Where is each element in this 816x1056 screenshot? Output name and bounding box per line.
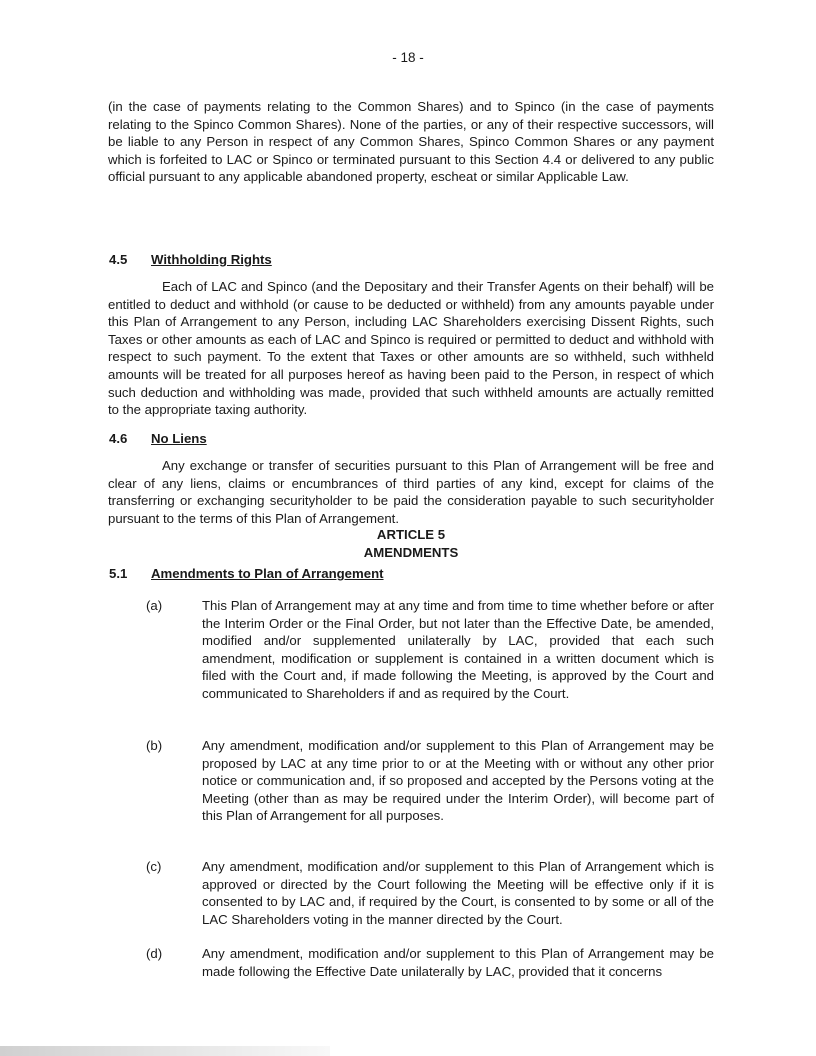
page-number: - 18 - <box>392 50 424 65</box>
section-title: Withholding Rights <box>151 252 272 267</box>
list-item-label: (a) <box>146 598 163 613</box>
section-title: Amendments to Plan of Arrangement <box>151 566 384 581</box>
list-item <box>146 945 714 980</box>
article-label: ARTICLE 5 <box>376 527 446 542</box>
list-item-text: Any amendment, modification and/or supplement to this Plan of Arrangement may be made following the Effective Date unilaterally by LAC, provided that it concerns <box>202 946 714 979</box>
list-item-text: Any amendment, modification and/or supplement to this Plan of Arrangement may be proposed by LAC at any time prior to or at the Meeting with or without any other prior notice or communication and, if so proposed and accepted by the Persons voting at the Meeting (other than as may be required under the Interim Order), will become part of this Plan of Arrangement for all purposes. <box>202 738 714 824</box>
list-item <box>146 597 714 703</box>
scan-edge-shadow <box>0 1046 330 1056</box>
list-item <box>146 858 714 928</box>
article-heading <box>108 526 714 561</box>
section-number: 4.5 <box>109 252 128 267</box>
list-item <box>146 737 714 825</box>
list-item-text: This Plan of Arrangement may at any time and from time to time whether before or after the Interim Order or the Final Order, but not later than the Effective Date, be amended, modified and/or supplemented unilaterally by LAC, provided that each such amendment, modification or supplement is contained in a written document which is filed with the Court and, if made following the Meeting, is approved by the Court and communicated to Shareholders if and as required by the Court. <box>202 598 714 701</box>
section-4-5-heading <box>109 252 272 267</box>
section-4-6-paragraph: Any exchange or transfer of securities pursuant to this Plan of Arrangement will be free and clear of any liens, claims or encumbrances of third parties of any kind, except for claims of the transferring or exchanging securityholder to be paid the consideration payable to such securityholder pursuant to the terms of this Plan of Arrangement. <box>108 458 714 526</box>
article-title: AMENDMENTS <box>363 544 459 560</box>
list-item-text: Any amendment, modification and/or supplement to this Plan of Arrangement which is approved or directed by the Court following the Meeting will be effective only if it is consented to by LAC and, if required by the Court, is consented to by some or all of the LAC Shareholders voting in the manner directed by the Court. <box>202 859 714 927</box>
list-item-label: (b) <box>146 738 163 753</box>
section-4-5-paragraph: Each of LAC and Spinco (and the Depositary and their Transfer Agents on their behalf) will be entitled to deduct and withhold (or cause to be deducted or withheld) from any amounts payable under this Plan of Arrangement to any Person, including LAC Shareholders exercising Dissent Rights, such Taxes or other amounts as each of LAC and Spinco is required or permitted to deduct and withhold with respect to such payment. To the extent that Taxes or other amounts are so withheld, such withheld amounts will be treated for all purposes hereof as having been paid to the Person, in respect of which such deduction and withholding was made, provided that such withheld amounts are actually remitted to the appropriate taxing authority. <box>108 279 714 418</box>
list-item-label: (d) <box>146 946 163 961</box>
section-5-1-heading <box>109 566 384 581</box>
section-number: 4.6 <box>109 431 128 446</box>
section-title: No Liens <box>151 431 207 446</box>
intro-paragraph: (in the case of payments relating to the Common Shares) and to Spinco (in the case of payments relating to the Spinco Common Shares). None of the parties, or any of their respective successors, will be liable to any Person in respect of any Common Shares, Spinco Common Shares or any payment which is forfeited to LAC or Spinco or terminated pursuant to this Section 4.4 or delivered to any public official pursuant to any applicable abandoned property, escheat or similar Applicable Law. <box>108 99 714 185</box>
list-item-label: (c) <box>146 859 162 874</box>
section-number: 5.1 <box>109 566 128 581</box>
section-4-6-heading <box>109 431 207 446</box>
